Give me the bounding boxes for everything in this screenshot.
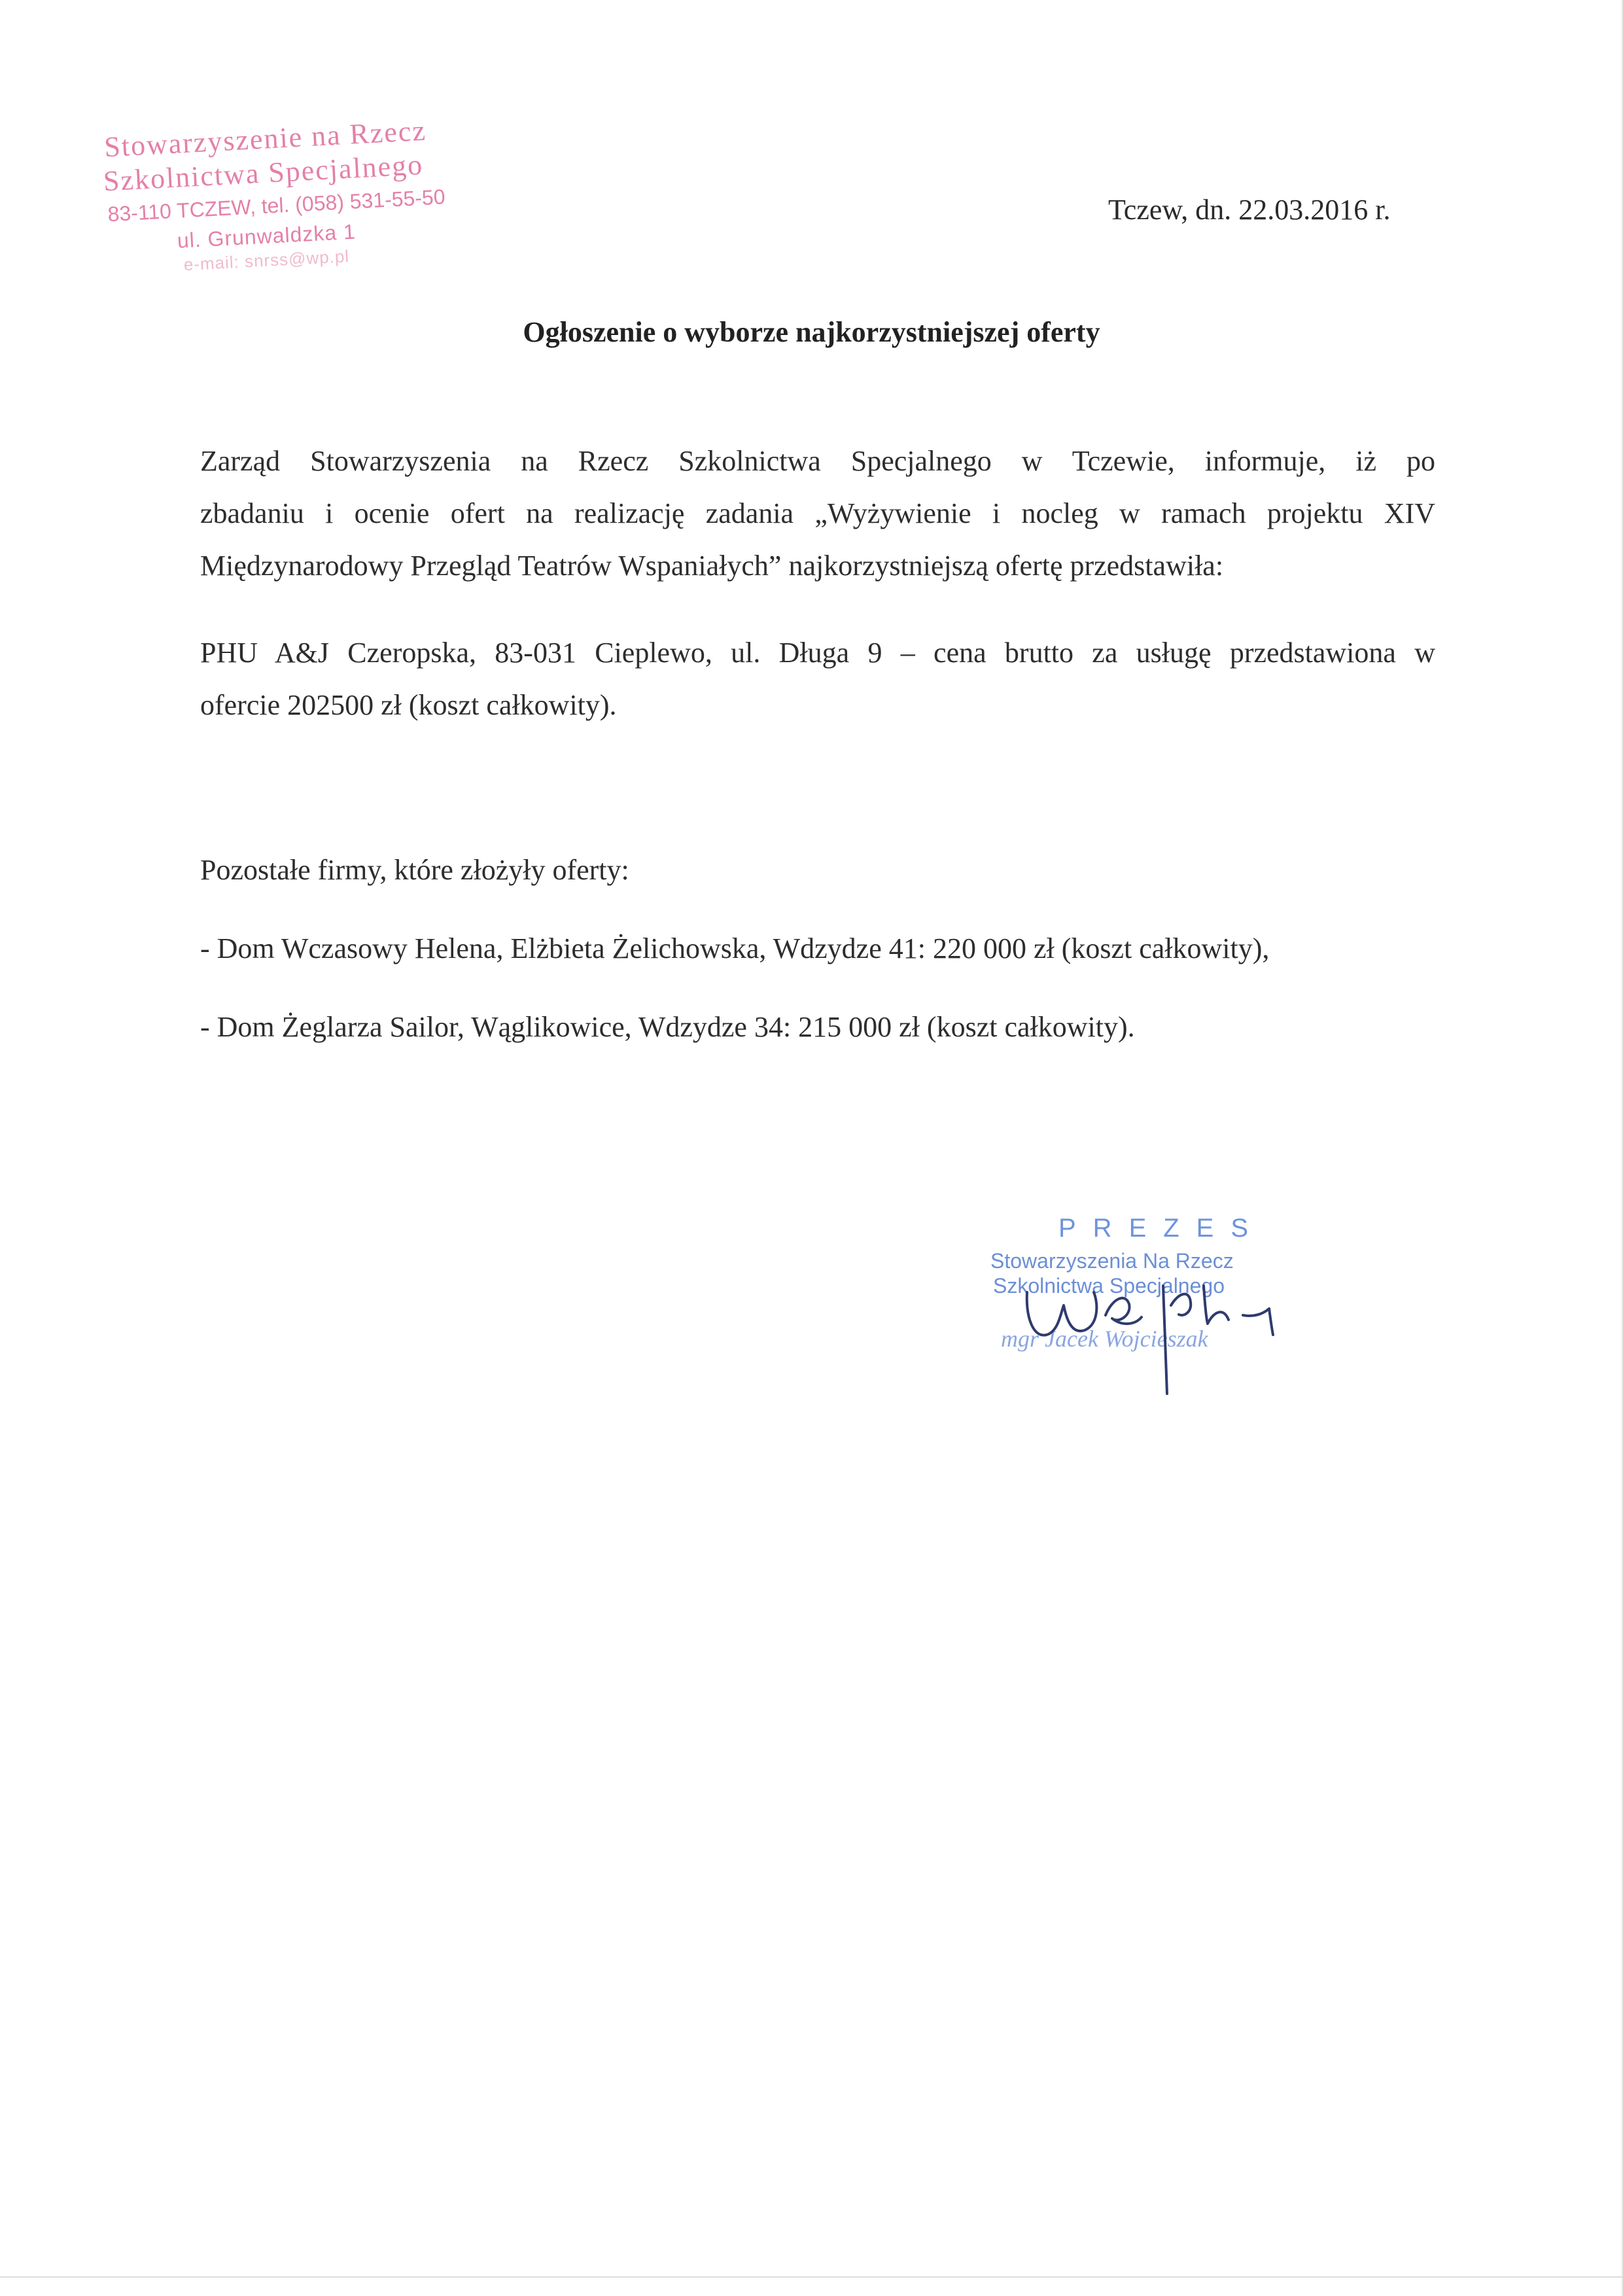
list-item: - Dom Wczasowy Helena, Elżbieta Żelichowska, Wdzydze 41: 220 000 zł (koszt całkowity), — [200, 932, 1270, 964]
list-item: - Dom Żeglarza Sailor, Wąglikowice, Wdzydze 34: 215 000 zł (koszt całkowity). — [200, 1011, 1135, 1043]
paragraph-line: Zarząd Stowarzyszenia na Rzecz Szkolnictwa Specjalnego w Tczewie, informuje, iż po — [200, 445, 1435, 477]
paragraph-line: zbadaniu i ocenie ofert na realizację zadania „Wyżywienie i nocleg w ramach projektu XIV — [200, 497, 1435, 529]
stamp-line-3: 83-110 TCZEW, tel. (058) 531-55-50 — [107, 185, 446, 226]
organization-stamp — [98, 112, 472, 288]
page-edge-bottom — [0, 2276, 1623, 2278]
stamp-line-4: ul. Grunwaldzka 1 — [177, 219, 357, 253]
other-offer-item — [200, 1001, 1435, 1053]
paragraph-winning-offer — [200, 627, 1435, 732]
document-date: Tczew, dn. 22.03.2016 r. — [1108, 194, 1391, 226]
paragraph-line: Międzynarodowy Przegląd Teatrów Wspaniałych” najkorzystniejszą ofertę przedstawiła: — [200, 550, 1224, 582]
handwritten-signature — [1007, 1246, 1348, 1397]
president-stamp-name: mgr Jacek Wojcieszak — [1001, 1326, 1208, 1352]
paragraph-announcement — [200, 435, 1435, 592]
document-title: Ogłoszenie o wyborze najkorzystniejszej oferty — [523, 316, 1100, 348]
president-stamp-line-1: Stowarzyszenia Na Rzecz — [990, 1249, 1234, 1273]
stamp-line-1: Stowarzyszenie na Rzecz — [103, 114, 428, 164]
stamp-line-5: e-mail: snrss@wp.pl — [183, 246, 350, 275]
president-stamp-line-2: Szkolnictwa Specjalnego — [993, 1274, 1225, 1298]
paragraph-line: ofercie 202500 zł (koszt całkowity). — [200, 689, 617, 721]
stamp-line-2: Szkolnictwa Specjalnego — [102, 149, 425, 198]
president-stamp-title: PREZES — [1058, 1214, 1266, 1243]
heading-line: Pozostałe firmy, które złożyły oferty: — [200, 854, 629, 886]
paragraph-line: PHU A&J Czeropska, 83-031 Cieplewo, ul. Długa 9 – cena brutto za usługę przedstawiona w — [200, 637, 1435, 669]
other-offer-item — [200, 923, 1435, 975]
other-offers-heading — [200, 844, 1435, 896]
